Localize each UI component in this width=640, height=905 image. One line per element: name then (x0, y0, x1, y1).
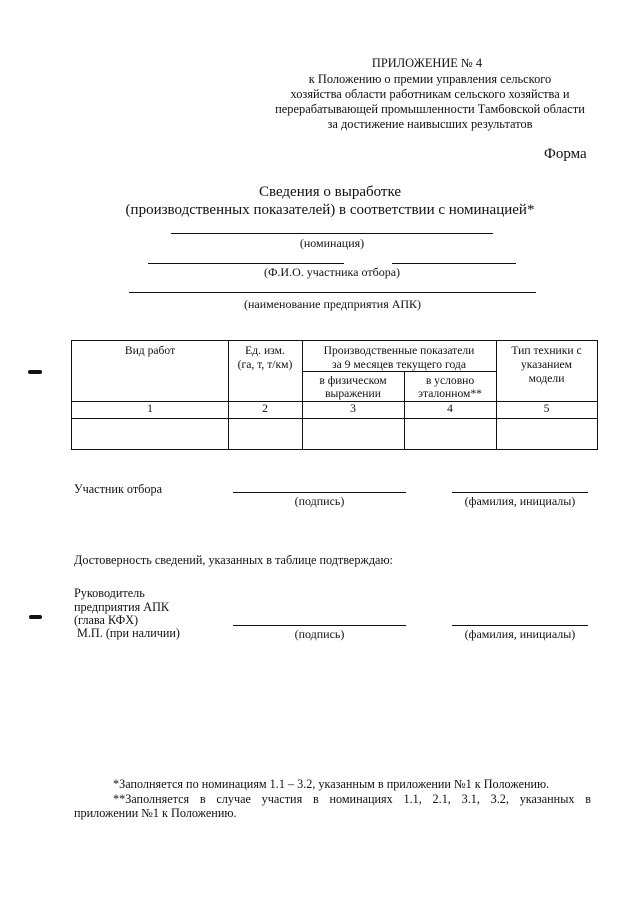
header-work-type: Вид работ (124, 344, 176, 357)
participant-label: Участник отбора (74, 482, 162, 496)
header-unit-line-2: (га, т, т/км) (237, 358, 293, 371)
column-number-1: 1 (147, 402, 153, 415)
participant-name-sign-line (452, 492, 588, 493)
column-number-3: 3 (350, 402, 356, 415)
stamp-note: М.П. (при наличии) (74, 626, 180, 640)
footnote-1: *Заполняется по номинациям 1.1 – 3.2, указанным в приложении №1 к Положению. (113, 777, 550, 791)
head-line-3: (глава КФХ) (74, 613, 139, 627)
appendix-line-2: хозяйства области работникам сельского хозяйства и (290, 87, 570, 101)
header-unit-line-1: Ед. изм. (245, 344, 285, 357)
column-number-2: 2 (262, 402, 268, 415)
header-equipment-line-3: модели (528, 372, 565, 385)
document-title-line-1: Сведения о выработке (258, 184, 402, 200)
column-number-4: 4 (447, 402, 453, 415)
subheader-physical-line-2: выражении (325, 387, 381, 400)
participant-signature-line (233, 492, 406, 493)
head-name-line (452, 625, 588, 626)
footnote-2-line-1: **Заполняется в случае участия в номинациях 1.1, 2.1, 3.1, 3.2, указанных в (113, 792, 591, 806)
column-number-5: 5 (543, 402, 550, 415)
footnote-2-line-2: приложении №1 к Положению. (74, 806, 237, 820)
enterprise-caption: (наименование предприятия АПК) (243, 297, 422, 311)
subheader-conditional-line-2: эталонном** (418, 387, 482, 400)
participant-signature-caption: (подпись) (294, 494, 345, 508)
document-title-line-2: (производственных показателей) в соответствии с номинацией* (125, 202, 535, 218)
subheader-physical-line-1: в физическом (319, 374, 387, 387)
scan-mark-bottom (29, 615, 42, 619)
subheader-conditional-line-1: в условно (425, 374, 475, 387)
head-signature-line (233, 625, 406, 626)
participant-name-line-left (148, 263, 344, 264)
enterprise-line (129, 292, 536, 293)
confirmation-text: Достоверность сведений, указанных в таблице подтверждаю: (74, 553, 393, 567)
appendix-line-1: к Положению о премии управления сельского (308, 72, 552, 86)
head-name-caption: (фамилия, инициалы) (464, 627, 576, 641)
head-line-1: Руководитель (74, 586, 145, 600)
appendix-line-4: за достижение наивысших результатов (327, 117, 533, 131)
header-equipment-line-2: указанием (520, 358, 573, 371)
appendix-title: ПРИЛОЖЕНИЕ № 4 (371, 56, 483, 70)
table-numbers-bottom (72, 418, 597, 419)
participant-name-line-right (392, 263, 516, 264)
nomination-line (171, 233, 493, 234)
header-indicators-line-2: за 9 месяцев текущего года (332, 358, 466, 371)
appendix-line-3: перерабатывающей промышленности Тамбовской области (275, 102, 585, 116)
production-table (71, 340, 598, 450)
scan-mark-top (28, 370, 42, 374)
form-label: Форма (544, 146, 587, 162)
head-signature-caption: (подпись) (294, 627, 345, 641)
participant-name-sign-caption: (фамилия, инициалы) (464, 494, 576, 508)
head-line-2: предприятия АПК (74, 600, 170, 614)
participant-name-caption: (Ф.И.О. участника отбора) (263, 265, 401, 279)
header-indicators-line-1: Производственные показатели (323, 344, 475, 357)
header-equipment-line-1: Тип техники с (511, 344, 582, 357)
nomination-caption: (номинация) (299, 236, 365, 250)
